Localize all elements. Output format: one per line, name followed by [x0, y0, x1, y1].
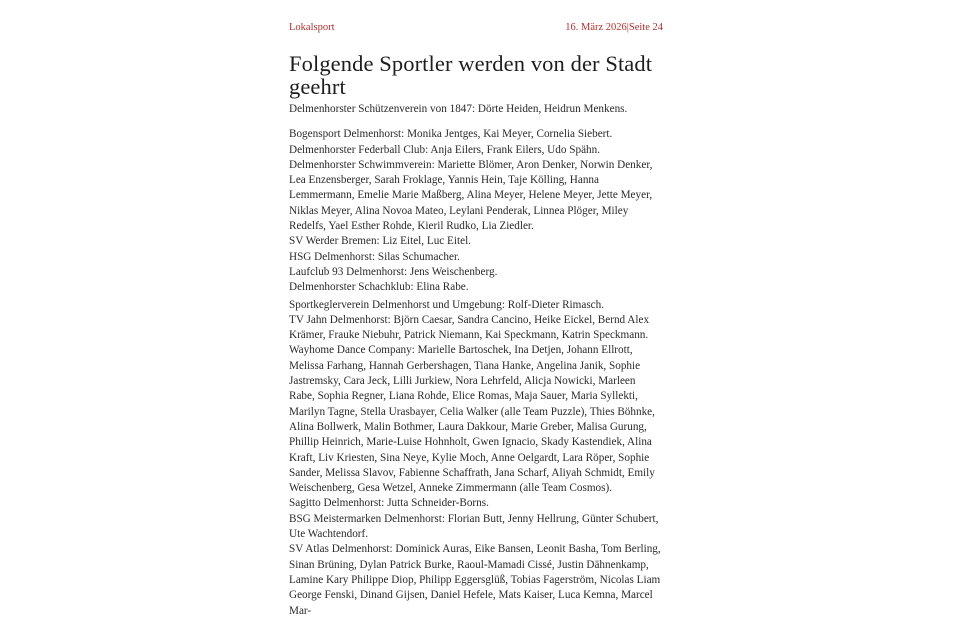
paragraph-laufclub: Laufclub 93 Delmenhorst: Jens Weischenberg. [289, 265, 498, 278]
article-headline: Folgende Sportler werden von der Stadt geehrt [289, 51, 653, 99]
paragraph-sagitto: Sagitto Delmenhorst: Jutta Schneider-Borns. [289, 497, 489, 510]
paragraph-federball: Delmenhorster Federball Club: Anja Eilers, Frank Eilers, Udo Spähn. [289, 143, 601, 156]
paragraph-hsg: HSG Delmenhorst: Silas Schumacher. [289, 250, 460, 263]
publication-date: 16. März 2026 [565, 22, 627, 33]
article-body [289, 127, 663, 619]
section-label[interactable]: Lokalsport [289, 22, 335, 33]
page-number: Seite 24 [628, 22, 663, 33]
paragraph-sv-atlas: SV Atlas Delmenhorst: Dominick Auras, Eike Bansen, Leonit Basha, Tom Berling, Sinan Brüning, Dylan Patrick Burke, Raoul-Mamadi Cissé, Justin Dähnenkamp, Lamine Kary Philippe Diop, Philipp Eggersglüß, Tobias Fagerström, Nicolas Liam George Fenski, Dinand Gijsen, Daniel Hefele, Mats Kaiser, Luca Kemna, Marcel Mar- [289, 543, 661, 617]
meta-separator: | [626, 22, 629, 33]
article-lead: Delmenhorster Schützenverein von 1847: Dörte Heiden, Heidrun Menkens. [289, 103, 628, 115]
paragraph-bsg: BSG Meistermarken Delmenhorst: Florian Butt, Jenny Hellrung, Günter Schubert, Ute Wachtendorf. [289, 512, 659, 541]
date-page-info [565, 22, 663, 33]
paragraph-schachklub: Delmenhorster Schachklub: Elina Rabe. [289, 281, 469, 294]
paragraph-sportkegler: Sportkeglerverein Delmenhorst und Umgebung: Rolf-Dieter Rimasch. [289, 298, 605, 311]
article [289, 22, 663, 619]
article-meta [289, 22, 663, 42]
paragraph-wayhome: Wayhome Dance Company: Marielle Bartoschek, Ina Detjen, Johann Ellrott, Melissa Farhang, Hannah Gerbershagen, Tiana Hanke, Angelina Janik, Sophie Jastremsky, Cara Jeck, Lilli Jurkiew, Nora Lehrfeld, Alicja Nowicki, Marleen Rabe, Sophia Regner, Liana Rohde, Elice Romas, Maja Sauer, Maria Syllekti, Marilyn Tagne, Stella Urasbayer, Celia Walker (alle Team Puzzle), Thies Böhnke, Alina Bollwerk, Malin Bothmer, Laura Dakkour, Marie Greber, Malisa Gurung, Phillip Heinrich, Marie-Luise Hohnholt, Gwen Ignacio, Skady Kastendiek, Alina Kraft, Liv Kriesten, Sina Neye, Kylie Moch, Anne Oelgardt, Lara Röper, Sophie Sander, Melissa Slavov, Fabienne Schaffrath, Jana Scharf, Aliyah Schmidt, Emily Weischenberg, Gesa Wetzel, Anneke Zimmermann (alle Team Cosmos). [289, 344, 655, 495]
paragraph-schwimmverein: Delmenhorster Schwimmverein: Mariette Blömer, Aron Denker, Norwin Denker, Lea Enzensberger, Sarah Froklage, Yannis Hein, Taje Kölling, Hanna Lemmermann, Emelie Marie Maßberg, Alina Meyer, Helene Meyer, Jette Meyer, Niklas Meyer, Alina Novoa Mateo, Leylani Penderak, Linnea Plöger, Miley Redelfs, Yael Esther Rohde, Kieril Rudko, Lia Ziedler. [289, 158, 653, 233]
paragraph-werder: SV Werder Bremen: Liz Eitel, Luc Eitel. [289, 235, 471, 248]
paragraph-bogensport: Bogensport Delmenhorst: Monika Jentges, Kai Meyer, Cornelia Siebert. [289, 128, 613, 141]
paragraph-tv-jahn: TV Jahn Delmenhorst: Björn Caesar, Sandra Cancino, Heike Eickel, Bernd Alex Krämer, Frauke Niebuhr, Patrick Niemann, Kai Speckmann, Katrin Speckmann. [289, 313, 650, 342]
